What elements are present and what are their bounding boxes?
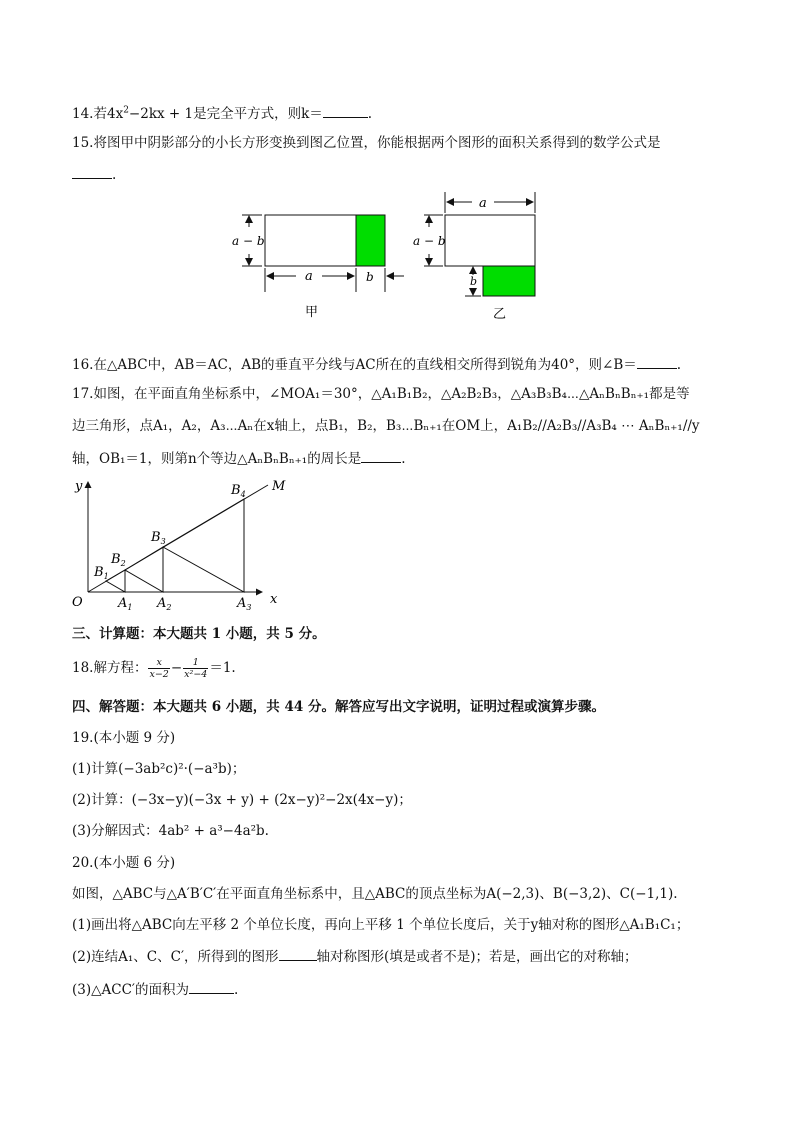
fig15-left-b-label: b	[366, 270, 374, 284]
fig17-label-A3: A	[237, 596, 247, 611]
q18-fraction-2: $\frac{1}{\text{x²−4}}$	[184, 657, 208, 680]
fig17-label-y: y	[75, 479, 83, 494]
fig17-label-A2: A	[157, 596, 167, 611]
question-20-part1: (1)画出将△ABC向左平移 2 个单位长度，再向上平移 1 个单位长度后，关于y轴对称的图形△A₁B₁C₁；	[72, 917, 690, 933]
question-15-answer-line: .	[72, 164, 116, 185]
section-3-heading: 三、计算题：本大题共 1 小题，共 5 分。	[72, 626, 326, 642]
svg-text:B1: $B_1$	[94, 565, 109, 581]
fig15-right-side-label: a − b	[413, 234, 446, 248]
fig17-label-B1: B	[94, 565, 104, 580]
section-4-heading: 四、解答题：本大题共 6 小题，共 44 分。解答应写出文字说明，证明过程或演算步骤。	[72, 699, 605, 715]
q17-label: 17.	[72, 386, 94, 402]
fig17-label-x: x	[270, 592, 278, 607]
svg-text:B4: $B_4$	[231, 483, 246, 499]
fig17-triangle-1	[106, 570, 125, 592]
question-19-header: 19.(本小题 9 分)	[72, 730, 176, 746]
q16-label: 16.	[72, 357, 94, 373]
fig17-label-A1: A	[118, 596, 128, 611]
question-19-part2: (2)计算：(−3x−y)(−3x + y) + (2x−y)²−2x(4x−y)；	[72, 792, 412, 808]
fig17-label-O: O	[72, 595, 83, 610]
question-20-part3: (3)△ACC′的面积为 .	[72, 979, 238, 1000]
svg-text:A3: $A_3$	[237, 596, 252, 612]
q18-rhs: ＝1.	[209, 660, 236, 676]
q18-text: 解方程：	[93, 660, 148, 676]
fig15-right-a-label: a	[479, 196, 487, 211]
question-16: 16.在△ABC中，AB＝AC，AB的垂直平分线与AC所在的直线相交所得到锐角为40°，则∠B＝ .	[72, 354, 681, 375]
question-20-part2: (2)连结A₁、C、C′，所得到的图形 轴对称图形(填是或者不是)；若是，画出它的对称轴；	[72, 946, 638, 967]
question-18: 18.解方程： $\frac{x}{x-2}$ − $\frac{1}{\text{x²−4}}$ ＝1.	[72, 657, 236, 680]
fig15-right-b-label: b	[470, 275, 478, 288]
q15-label: 15.	[72, 135, 94, 151]
fig17-label-B3: B	[151, 530, 161, 545]
fig17-label-B2: B	[111, 552, 121, 567]
fig15-caption-yi: 乙	[493, 307, 507, 322]
fig17-triangle-3	[163, 499, 244, 592]
svg-text:B3: $B_3$	[151, 530, 166, 546]
svg-text:B2: $B_2$	[111, 552, 126, 568]
q15-text: 将图甲中阴影部分的小长方形变换到图乙位置，你能根据两个图形的面积关系得到的数学公式是	[93, 135, 661, 151]
q14-label: 14.	[72, 106, 94, 122]
fig17-label-B4: B	[231, 483, 241, 498]
q18-fraction-1: $\frac{x}{x-2}$	[149, 657, 169, 680]
q20-part3-blank	[189, 979, 234, 994]
question-19-part1: (1)计算(−3ab²c)²·(−a³b)；	[72, 761, 246, 777]
question-17-line3: 轴，OB₁＝1，则第n个等边△AₙBₙBₙ₊₁的周长是 .	[72, 448, 406, 469]
q18-label: 18.	[72, 660, 94, 676]
fig15-caption-jia: 甲	[305, 305, 319, 320]
fig15-left-side-label: a − b	[232, 234, 265, 248]
q16-text: 在△ABC中，AB＝AC，AB的垂直平分线与AC所在的直线相交所得到锐角为40°，则∠B＝	[93, 357, 637, 373]
q17-line3: 轴，OB₁＝1，则第n个等边△AₙBₙBₙ₊₁的周长是	[72, 451, 362, 467]
fig15-left-a-label: a	[305, 269, 313, 284]
question-20-header: 20.(本小题 6 分)	[72, 855, 176, 871]
fig17-triangle-2	[125, 547, 163, 592]
fig17-label-M: M	[272, 479, 286, 494]
svg-text:A2: $A_2$	[157, 596, 172, 612]
question-19-part3: (3)分解因式：4ab² + a³−4a²b.	[72, 823, 269, 839]
q14-text-b: −2kx + 1是完全平方式，则k＝	[128, 106, 323, 122]
q14-text-a: 若4x	[93, 106, 124, 122]
q20-part2-blank	[279, 946, 317, 961]
q17-line1: 如图，在平面直角坐标系中，∠MOA₁＝30°，△A₁B₁B₂，△A₂B₂B₃，△A₃B₃B₄⋯△AₙBₙBₙ₊₁都是等	[93, 386, 690, 402]
question-14: 14.若$4x^2-2kx + 1$是完全平方式，则k＝ .	[72, 103, 372, 124]
svg-text:A1: $A_1$	[118, 596, 133, 612]
q17-line2: 边三角形，点A₁，A₂，A₃⋯Aₙ在x轴上，点B₁，B₂，B₃⋯Bₙ₊₁在OM上，A₁B₂//A₂B₃//A₃B₄ ⋯ AₙBₙ₊₁//y	[72, 418, 700, 434]
question-20-intro: 如图，△ABC与△A′B′C′在平面直角坐标系中，且△ABC的顶点坐标为A(−2,3)、B(−3,2)、C(−1,1).	[72, 886, 678, 902]
